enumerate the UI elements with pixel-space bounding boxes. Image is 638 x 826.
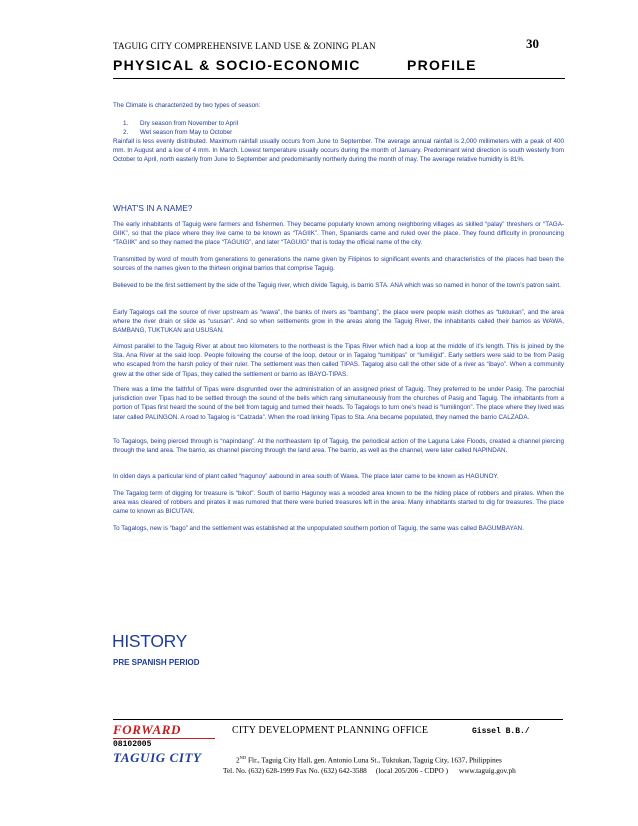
climate-paragraph: Rainfall is less evenly distributed. Maximum rainfall usually occurs from June to September. The average annual rainfall is 2,000 millimeters with a peak of 400 mm. In August and a low of 4 mm. In March. Lowest temperature usually occurs during the month of January. Predominant wind direction is south westerly from October to April, north easterly from June to September and predominantly northerly during the month of may. The average relative humidity is 81%. [113, 138, 564, 164]
footer-address [236, 755, 502, 764]
address-text: Flr., Taguig City Hall, gen. Antonio Luna St., Tuktukan, Taguig City, 1637, Philippines [246, 755, 502, 765]
climate-intro: The Climate is characterized by two types of season: [113, 102, 261, 109]
page-number: 30 [526, 36, 539, 51]
section-heading-name: WHAT'S IN A NAME? [113, 203, 193, 213]
address-ordinal: 2 [236, 755, 240, 765]
season-text: Dry season from November to April [140, 120, 238, 127]
name-paragraph: Almost parallel to the Taguig River at about two kilometers to the northeast is the Tipas River which had a loop at the middle of it’s length. This is joined by the Sta. Ana River at the said loop. People following the course of the loop, detour or in Tagalog “tumitipas” or “lumiligid”. Early settlers were said to be from Pasig who escaped from the harsh policy of their ruler. The settlement was then called TIPAS. Tagalog also call the other side of a river as “ibayo”. When a community grew at the other side of Tipas, they called the settlement or barrio as IBAYO-TIPAS. [113, 343, 564, 378]
footer-author: Gissel B.B./ [472, 727, 530, 736]
season-number: 1. [123, 120, 129, 127]
season-number: 2. [123, 129, 129, 136]
name-paragraph: Early Tagalogs call the source of river upstream as “wawa”, the banks of rivers as “bambang”, the place were people wash clothes as “tuktukan”, and the area where the river drain or slide as “ususan”. And so when settlements grow in the areas along the Taguig River, the inhabitants called their barrios as WAWA, BAMBANG, TUKTUKAN and USUSAN. [113, 309, 564, 335]
running-header-title: TAGUIG CITY COMPREHENSIVE LAND USE & ZONING PLAN [113, 41, 376, 51]
header-rule [113, 78, 565, 79]
name-paragraph: The Tagalog term of digging for treasure is “bikot”. South of barrio Hagunoy was a wooded area known to be the hiding place of robbers and pirates. When the area was cleared of robbers and pirates it was rumored that there were buried treasures left in the area. Many inhabitants started to dig for treasures. The place came to known as BICUTAN. [113, 490, 564, 516]
season-text: Wet season from May to October [140, 129, 233, 136]
name-paragraph: To Tagalogs, new is “bago” and the settlement was established at the unpopulated southern portion of Taguig, the same was called BAGUMBAYAN. [113, 525, 524, 532]
footer-office: CITY DEVELOPMENT PLANNING OFFICE [232, 725, 429, 736]
forward-logo: FORWARD [113, 722, 182, 737]
season-item [123, 128, 232, 137]
name-paragraph: Believed to be the first settlement by the side of the Taguig river, which divide Taguig, is barrio STA. ANA which was so named in honor of the town’s patron saint. [113, 282, 561, 289]
taguig-city-logo: TAGUIG CITY [113, 750, 202, 765]
season-item [123, 119, 238, 128]
forward-underline [113, 738, 215, 739]
history-heading: HISTORY [112, 631, 188, 651]
name-paragraph: The early inhabitants of Taguig were farmers and fishermen. They became popularly known among neighboring villages as skilled “palay” threshers or “TAGA-GIIK”, so that the place where they live came to be known as “TAGIIK”. Then, Spaniards came and ruled over the place. They found difficulty in pronouncing “TAGIIK” and so they named the place “TAGUIIG”, and later “TAGUIG” that is today the official name of the city. [113, 221, 564, 247]
footer-rule [113, 719, 563, 720]
section-title-left: PHYSICAL & SOCIO-ECONOMIC [113, 57, 361, 73]
address-ordinal-suffix: ND [239, 755, 247, 760]
footer-contact: Tel. No. (632) 628-1999 Fax No. (632) 642-3588 (local 205/206 - CDPO ) www.taguig.gov.ph [223, 766, 516, 775]
name-paragraph: To Tagalogs, being pierced through is “napindang”. At the northeastern tip of Taguig, the periodical action of the Laguna Lake Floods, created a channel piercing through the land area. The barrio, as channel piercing through the land area. The barrio, as well as the channel, were later called NAPINDAN. [113, 438, 564, 455]
footer-date-code: 08102005 [113, 740, 152, 749]
name-paragraph: There was a time the faithful of Tipas were disgruntled over the administration of an assigned priest of Taguig. They preferred to be under Pasig. The parochial jurisdiction over Tipas had to be settled through the sound of the bells which rang simultaneously from the churches of Pasig and Taguig. The inhabitants from a portion of Tipas first heard the sound of the bell from taguig and turned their heads. To Tagalogs to turn one’s head is “lumilingon”. The place where they lived was later called PALINGON. A road to Tagalog is “Calzada”. When the road linking Tipas to Sta. Ana became populated, they named the barrio CALZADA. [113, 386, 564, 421]
section-title-right: PROFILE [407, 57, 477, 73]
section-title [113, 57, 565, 79]
name-paragraph: Transmitted by word of mouth from generations to generations the name given by Filipinos to significant events and characteristics of the places had been the sources of the names given to the thirteen original barrios that comprise Taguig. [113, 256, 564, 273]
history-subheading: PRE SPANISH PERIOD [113, 658, 200, 667]
name-paragraph: In olden days a particular kind of plant called “hagunoy” aabound in area south of Wawa. The place later came to be known as HAGUNOY. [113, 473, 499, 480]
